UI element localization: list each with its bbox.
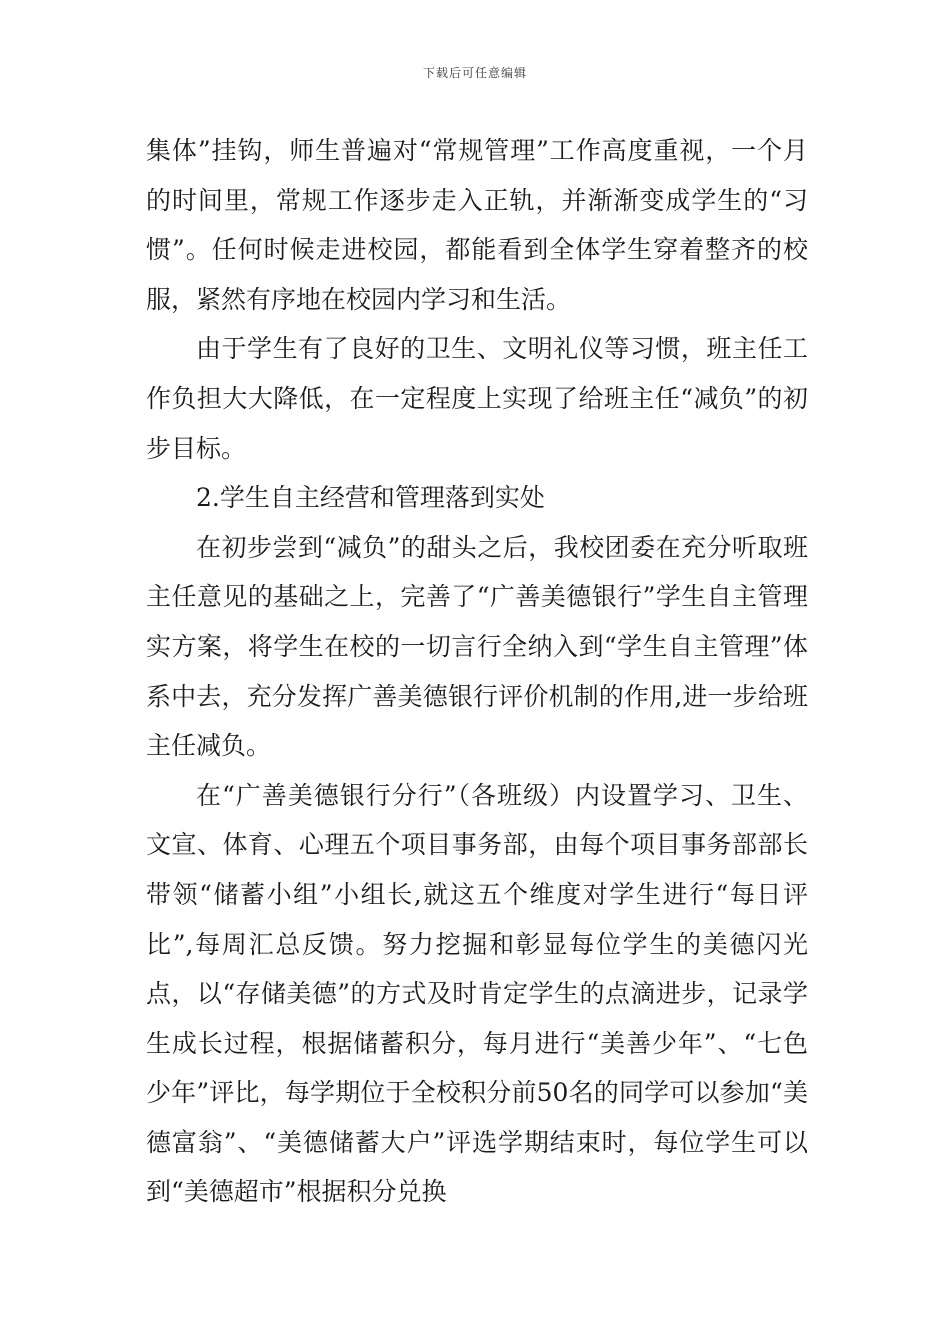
paragraph-2: 由于学生有了良好的卫生、文明礼仪等习惯，班主任工作负担大大降低，在一定程度上实现了给班主任“减负”的初步目标。: [146, 334, 808, 463]
section-heading: 2.学生自主经营和管理落到实处: [196, 483, 545, 513]
paragraph-1: 集体”挂钩，师生普遍对“常规管理”工作高度重视，一个月的时间里，常规工作逐步走入正轨，并渐渐变成学生的“习惯”。任何时候走进校园，都能看到全体学生穿着整齐的校服，紧然有序地在校园内学习和生活。: [146, 136, 808, 314]
paragraph-4: 在“广善美德银行分行”（各班级）内设置学习、卫生、文宣、体育、心理五个项目事务部，由每个项目事务部部长带领“储蓄小组”小组长,就这五个维度对学生进行“每日评比”,每周汇总反馈。努力挖掘和彰显每位学生的美德闪光点，以“存储美德”的方式及时肯定学生的点滴进步，记录学生成长过程，根据储蓄积分，每月进行“美善少年”、“七色少年”评比，每学期位于全校积分前50名的同学可以参加“美德富翁”、“美德储蓄大户”评选学期结束时，每位学生可以到“美德超市”根据积分兑换: [146, 780, 808, 1207]
document-body: [146, 126, 808, 1217]
paragraph-3: 在初步尝到“减负”的甜头之后，我校团委在充分听取班主任意见的基础之上，完善了“广善美德银行”学生自主管理实方案，将学生在校的一切言行全纳入到“学生自主管理”体系中去，充分发挥广善美德银行评价机制的作用,进一步给班主任减负。: [146, 532, 808, 761]
page-header: 下载后可任意编辑: [422, 66, 527, 80]
